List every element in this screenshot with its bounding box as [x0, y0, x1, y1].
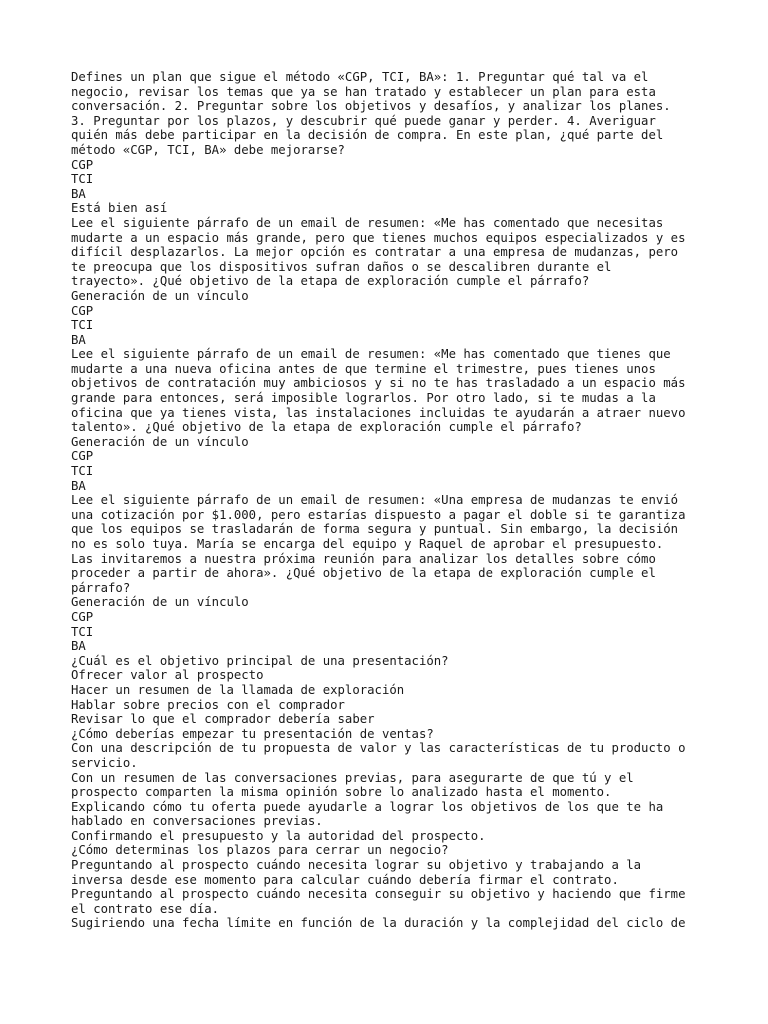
text-line: Lee el siguiente párrafo de un email de resumen: «Me has comentado que tienes que [71, 347, 671, 362]
text-line: quién más debe participar en la decisión de compra. En este plan, ¿qué parte del [71, 128, 664, 143]
text-line: CGP [71, 157, 94, 172]
text-line: BA [71, 186, 86, 201]
text-line: Las invitaremos a nuestra próxima reunión para analizar los detalles sobre cómo [71, 551, 656, 566]
text-line: Con una descripción de tu propuesta de valor y las características de tu producto o [71, 741, 686, 756]
text-line: Generación de un vínculo [71, 288, 249, 303]
text-line: negocio, revisar los temas que ya se han tratado y establecer un plan para esta [71, 84, 656, 99]
text-line: párrafo? [71, 580, 131, 595]
document-page [71, 70, 701, 931]
text-line: conversación. 2. Preguntar sobre los objetivos y desafíos, y analizar los planes. [71, 99, 671, 114]
text-line: una cotización por $1.000, pero estarías dispuesto a pagar el doble si te garantiza [71, 507, 686, 522]
text-line: inversa desde ese momento para calcular cuándo debería firmar el contrato. [71, 872, 619, 887]
text-line: ¿Cómo deberías empezar tu presentación de ventas? [71, 726, 434, 741]
text-line: que los equipos se trasladarán de forma segura y puntual. Sin embargo, la decisión [71, 522, 679, 537]
text-line: mudarte a un espacio más grande, pero que tienes muchos equipos especializados y es [71, 230, 686, 245]
text-line: grande para entonces, será imposible lograrlos. Por otro lado, si te mudas a la [71, 391, 656, 406]
text-line: ¿Cuál es el objetivo principal de una presentación? [71, 653, 449, 668]
text-line: prospecto comparten la misma opinión sobre lo analizado hasta el momento. [71, 785, 612, 800]
text-line: BA [71, 332, 86, 347]
text-line: objetivos de contratación muy ambiciosos y si no te has trasladado a un espacio más [71, 376, 686, 391]
text-line: Preguntando al prospecto cuándo necesita lograr su objetivo y trabajando a la [71, 858, 642, 873]
text-line: método «CGP, TCI, BA» debe mejorarse? [71, 142, 345, 157]
text-line: CGP [71, 609, 94, 624]
text-line: Confirmando el presupuesto y la autoridad del prospecto. [71, 828, 486, 843]
text-line: CGP [71, 449, 94, 464]
text-line: TCI [71, 624, 94, 639]
text-line: Explicando cómo tu oferta puede ayudarle a lograr los objetivos de los que te ha [71, 799, 664, 814]
text-line: ¿Cómo determinas los plazos para cerrar un negocio? [71, 843, 449, 858]
text-line: oficina que ya tienes vista, las instalaciones incluidas te ayudarán a atraer nuevo [71, 405, 686, 420]
text-line: mudarte a una nueva oficina antes de que termine el trimestre, pues tienes unos [71, 361, 656, 376]
text-line: Lee el siguiente párrafo de un email de resumen: «Me has comentado que necesitas [71, 215, 664, 230]
text-line: proceder a partir de ahora». ¿Qué objetivo de la etapa de exploración cumple el [71, 566, 656, 581]
text-line: Sugiriendo una fecha límite en función de la duración y la complejidad del ciclo de [71, 916, 686, 931]
text-line: Generación de un vínculo [71, 595, 249, 610]
text-line: Hacer un resumen de la llamada de exploración [71, 682, 405, 697]
text-line: hablado en conversaciones previas. [71, 814, 323, 829]
text-line: 3. Preguntar por los plazos, y descubrir qué puede ganar y perder. 4. Averiguar [71, 113, 656, 128]
text-line: CGP [71, 303, 94, 318]
text-line: talento». ¿Qué objetivo de la etapa de exploración cumple el párrafo? [71, 420, 582, 435]
text-line: el contrato ese día. [71, 901, 220, 916]
text-line: BA [71, 478, 86, 493]
text-line: Está bien así [71, 201, 168, 216]
text-line: no es solo tuya. María se encarga del equipo y Raquel de aprobar el presupuesto. [71, 537, 664, 551]
text-line: Hablar sobre precios con el comprador [71, 697, 345, 712]
text-line: difícil desplazarlos. La mejor opción es contratar a una empresa de mudanzas, pero [71, 245, 679, 260]
text-line: Generación de un vínculo [71, 434, 249, 449]
text-line: servicio. [71, 755, 138, 770]
text-line: Lee el siguiente párrafo de un email de resumen: «Una empresa de mudanzas te envió [71, 493, 679, 508]
text-line: Defines un plan que sigue el método «CGP, TCI, BA»: 1. Preguntar qué tal va el [71, 70, 649, 84]
text-line: Revisar lo que el comprador debería saber [71, 712, 375, 727]
text-line: BA [71, 639, 86, 654]
text-line: TCI [71, 172, 94, 187]
text-line: Ofrecer valor al prospecto [71, 668, 264, 683]
text-line: TCI [71, 318, 94, 333]
text-line: Con un resumen de las conversaciones previas, para asegurarte de que tú y el [71, 770, 634, 785]
text-line: trayecto». ¿Qué objetivo de la etapa de exploración cumple el párrafo? [71, 274, 590, 289]
text-line: te preocupa que los dispositivos sufran daños o se descalibren durante el [71, 259, 612, 274]
text-line: TCI [71, 464, 94, 479]
text-line: Preguntando al prospecto cuándo necesita conseguir su objetivo y haciendo que firme [71, 887, 686, 902]
